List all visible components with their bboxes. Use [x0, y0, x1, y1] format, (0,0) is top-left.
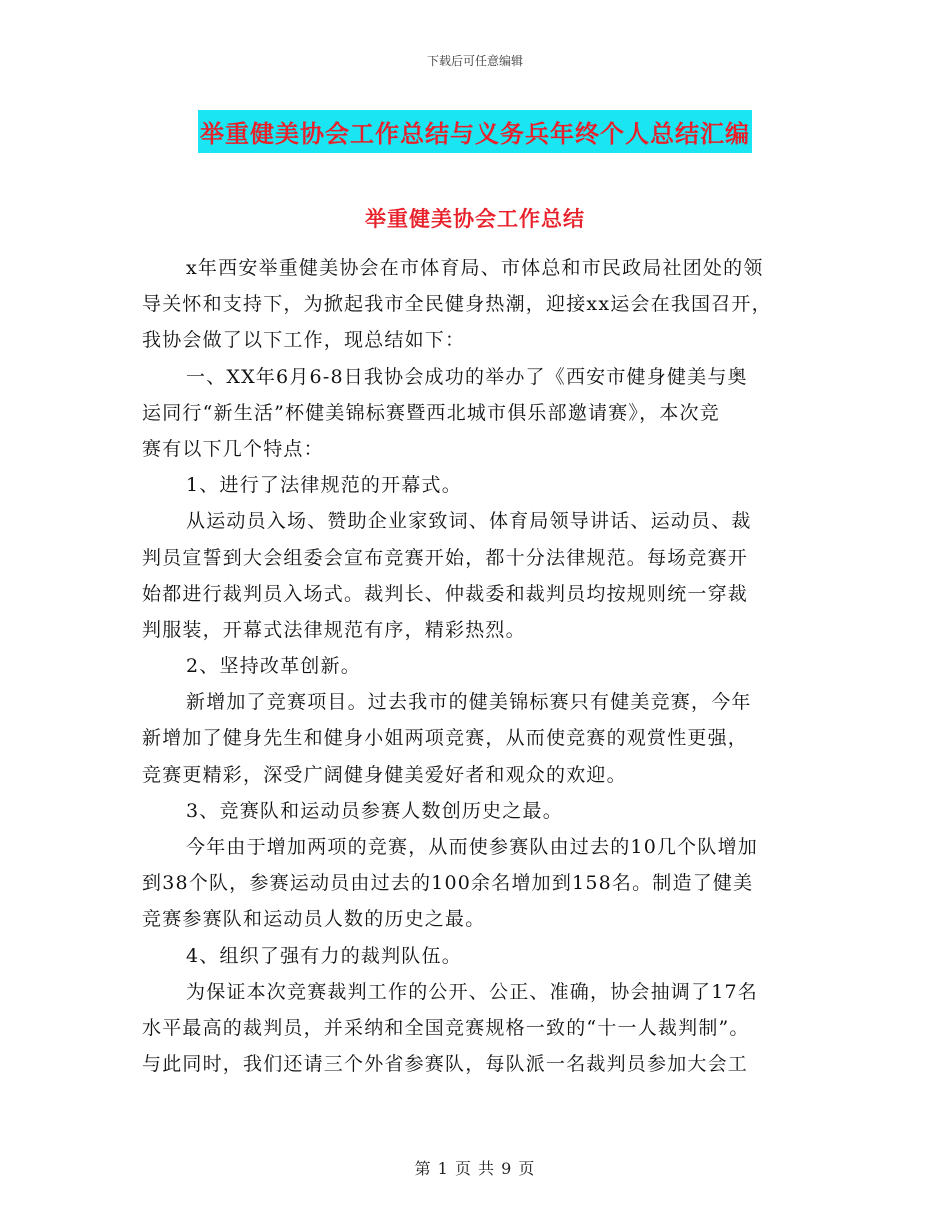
body-line: 水平最高的裁判员，并采纳和全国竞赛规格一致的“十一人裁判制”。	[142, 1016, 750, 1039]
body-line: 我协会做了以下工作，现总结如下：	[142, 329, 466, 352]
body-line: 赛有以下几个特点：	[142, 437, 324, 460]
body-line: 今年由于增加两项的竞赛，从而使参赛队由过去的10几个队增加	[186, 836, 758, 858]
body-line: 到38个队，参赛运动员由过去的100余名增加到158名。制造了健美	[142, 872, 754, 895]
body-line: 为保证本次竞赛裁判工作的公开、公正、准确，协会抽调了17名	[186, 980, 758, 1003]
body-line: 新增加了健身先生和健身小姐两项竞赛，从而使竞赛的观赏性更强，	[142, 727, 749, 750]
body-line: 导关怀和支持下，为掀起我市全民健身热潮，迎接xx运会在我国召开，	[142, 293, 772, 316]
body-line: 运同行“新生活”杯健美锦标赛暨西北城市俱乐部邀请赛》，本次竞	[142, 401, 720, 424]
body-line: 3、竞赛队和运动员参赛人数创历史之最。	[186, 799, 563, 822]
body-line: 与此同时，我们还请三个外省参赛队，每队派一名裁判员参加大会工	[142, 1053, 749, 1076]
body-line: 判服装，开幕式法律规范有序，精彩热烈。	[142, 618, 526, 641]
page-number: 第 1 页 共 9 页	[414, 1159, 536, 1178]
body-line: x年西安举重健美协会在市体育局、市体总和市民政局社团处的领	[186, 257, 764, 279]
body-line: 从运动员入场、赞助企业家致词、体育局领导讲话、运动员、裁	[186, 510, 752, 533]
main-title-container	[0, 110, 950, 153]
body-line: 竞赛更精彩，深受广阔健身健美爱好者和观众的欢迎。	[142, 763, 627, 786]
body-line: 判员宣誓到大会组委会宣布竞赛开始，都十分法律规范。每场竞赛开	[142, 546, 749, 569]
body-line: 竞赛参赛队和运动员人数的历史之最。	[142, 908, 486, 931]
body-line: 2、坚持改革创新。	[186, 655, 361, 678]
body-line: 新增加了竞赛项目。过去我市的健美锦标赛只有健美竞赛，今年	[186, 691, 752, 714]
body-line: 始都进行裁判员入场式。裁判长、仲裁委和裁判员均按规则统一穿裁	[142, 582, 749, 605]
section-title: 举重健美协会工作总结	[365, 206, 585, 231]
body-line: 4、组织了强有力的裁判队伍。	[186, 944, 462, 967]
body-line: 1、进行了法律规范的开幕式。	[186, 474, 462, 497]
page-header-note: 下载后可任意编辑	[426, 54, 523, 68]
main-title: 举重健美协会工作总结与义务兵年终个人总结汇编	[198, 110, 752, 153]
body-line: 一、XX年6月6-8日我协会成功的举办了《西安市健身健美与奥	[186, 365, 748, 388]
document-body	[142, 250, 810, 1082]
